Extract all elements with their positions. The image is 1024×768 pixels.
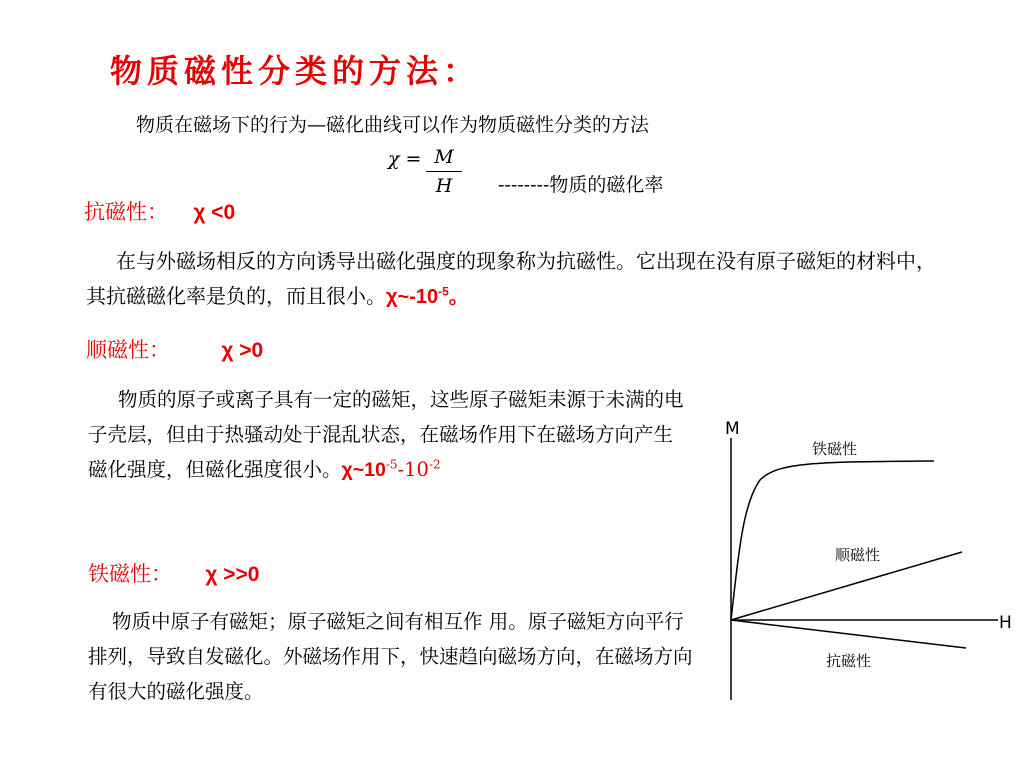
paramagnetism-condition: χ >0	[221, 339, 264, 362]
diamagnetism-label: 抗磁性：	[84, 200, 168, 224]
paramagnetism-label: 顺磁性：	[86, 338, 170, 362]
susceptibility-formula	[388, 146, 454, 197]
formula-lhs: χ =	[388, 148, 422, 170]
ferromagnetism-description	[88, 604, 693, 709]
paramagnetism-text: 物质的原子或离子具有一定的磁矩，这些原子磁矩耒源于未满的电子壳层，但由于热骚动处于混乱状态，在磁场作用下在磁场方向产生磁化强度，但磁化强度很小。	[88, 388, 684, 481]
ferromagnetism-text: 物质中原子有磁矩；原子磁矩之间有相互作 用。原子磁矩方向平行排列，导致自发磁化。外磁场作用下，快速趋向磁场方向，在磁场方向有很大的磁化强度。	[88, 610, 693, 703]
label-paramagnetism: 顺磁性	[835, 546, 881, 564]
diamagnetism-value: $\chi\sim-10^{-5}$。	[386, 284, 469, 308]
label-diamagnetism: 抗磁性	[826, 652, 872, 670]
paramagnetism-value: $\chi\sim 10^{-5}-10^{-2}$	[341, 457, 441, 481]
paramagnetism-heading	[86, 334, 263, 364]
fraction-bar	[426, 171, 462, 172]
label-ferromagnetism: 铁磁性	[812, 440, 858, 458]
formula-numerator: M	[434, 146, 454, 168]
diamagnetism-condition: χ <0	[193, 201, 236, 224]
ferromagnetism-heading	[88, 558, 259, 588]
formula-denominator: H	[435, 175, 453, 197]
paramagnetism-description	[88, 382, 688, 488]
diamagnetism-text: 在与外磁场相反的方向诱导出磁化强度的现象称为抗磁性。它出现在没有原子磁矩的材料中，其抗磁磁化率是负的，而且很小。	[86, 249, 936, 308]
diamagnetism-description	[86, 244, 946, 315]
magnetization-graph	[700, 410, 1020, 710]
diamagnetism-heading	[84, 196, 235, 226]
ferromagnetism-label: 铁磁性：	[88, 562, 172, 586]
ferromagnetism-condition: χ >>0	[205, 563, 260, 586]
diamagnetic-line	[731, 620, 966, 648]
page-title: 物质磁性分类的方法：	[110, 52, 481, 90]
formula-fraction	[426, 146, 462, 197]
ferromagnetic-curve	[731, 461, 934, 620]
axis-label-h: H	[999, 613, 1012, 633]
axis-label-m: M	[725, 419, 740, 439]
formula-note: --------物质的磁化率	[498, 174, 664, 196]
subtitle: 物质在磁场下的行为—磁化曲线可以作为物质磁性分类的方法	[136, 114, 650, 136]
